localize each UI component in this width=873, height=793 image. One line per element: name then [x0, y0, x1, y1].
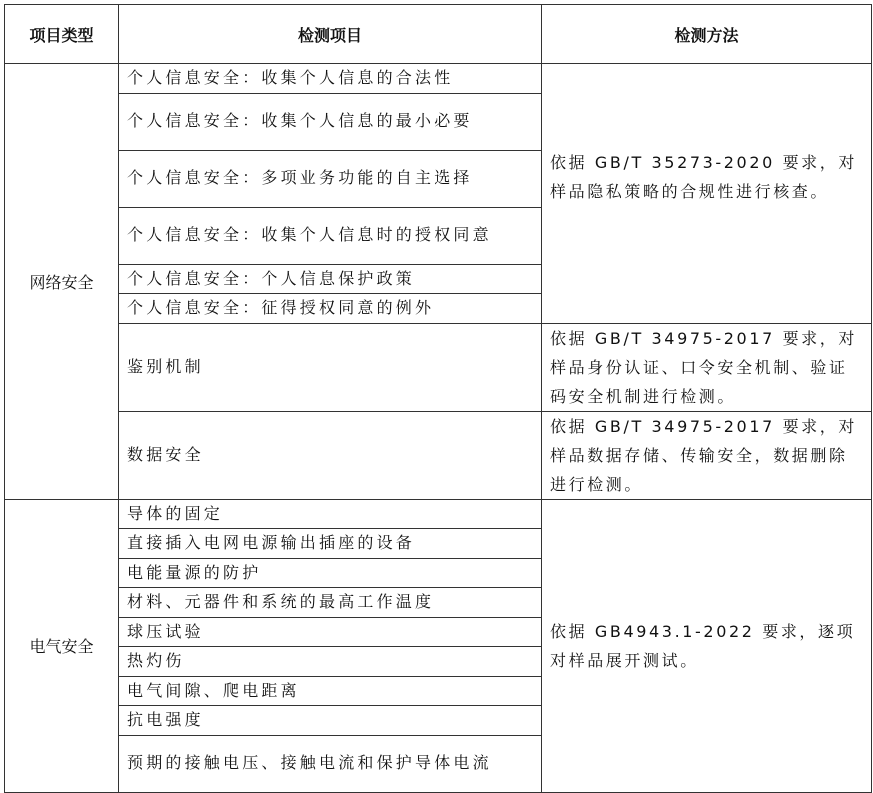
table-row [5, 411, 872, 499]
item-cell: 预期的接触电压、接触电流和保护导体电流 [119, 735, 542, 792]
item-cell: 材料、元器件和系统的最高工作温度 [119, 588, 542, 618]
item-cell: 个人信息安全：收集个人信息的最小必要 [119, 93, 542, 150]
table-row [5, 64, 872, 94]
header-item: 检测项目 [119, 5, 542, 64]
item-cell: 鉴别机制 [119, 323, 542, 411]
header-category: 项目类型 [5, 5, 119, 64]
item-cell: 电气间隙、爬电距离 [119, 676, 542, 706]
item-cell: 直接插入电网电源输出插座的设备 [119, 529, 542, 559]
item-cell: 电能量源的防护 [119, 558, 542, 588]
item-cell: 个人信息安全：征得授权同意的例外 [119, 294, 542, 324]
item-cell: 个人信息安全：个人信息保护政策 [119, 264, 542, 294]
header-method: 检测方法 [542, 5, 872, 64]
item-cell: 导体的固定 [119, 499, 542, 529]
method-cell: 依据 GB4943.1-2022 要求，逐项对样品展开测试。 [542, 499, 872, 792]
item-cell: 个人信息安全：收集个人信息时的授权同意 [119, 207, 542, 264]
test-table [4, 4, 872, 793]
item-cell: 个人信息安全：收集个人信息的合法性 [119, 64, 542, 94]
item-cell: 个人信息安全：多项业务功能的自主选择 [119, 150, 542, 207]
item-cell: 抗电强度 [119, 706, 542, 736]
method-cell: 依据 GB/T 34975-2017 要求，对样品身份认证、口令安全机制、验证码安全机制进行检测。 [542, 323, 872, 411]
header-row [5, 5, 872, 64]
category-electrical: 电气安全 [5, 499, 119, 792]
table-row [5, 323, 872, 411]
table-row [5, 499, 872, 529]
method-cell: 依据 GB/T 35273-2020 要求，对样品隐私策略的合规性进行核查。 [542, 64, 872, 324]
item-cell: 数据安全 [119, 411, 542, 499]
method-cell: 依据 GB/T 34975-2017 要求，对样品数据存储、传输安全，数据删除进行检测。 [542, 411, 872, 499]
category-network: 网络安全 [5, 64, 119, 500]
item-cell: 热灼伤 [119, 647, 542, 677]
item-cell: 球压试验 [119, 617, 542, 647]
